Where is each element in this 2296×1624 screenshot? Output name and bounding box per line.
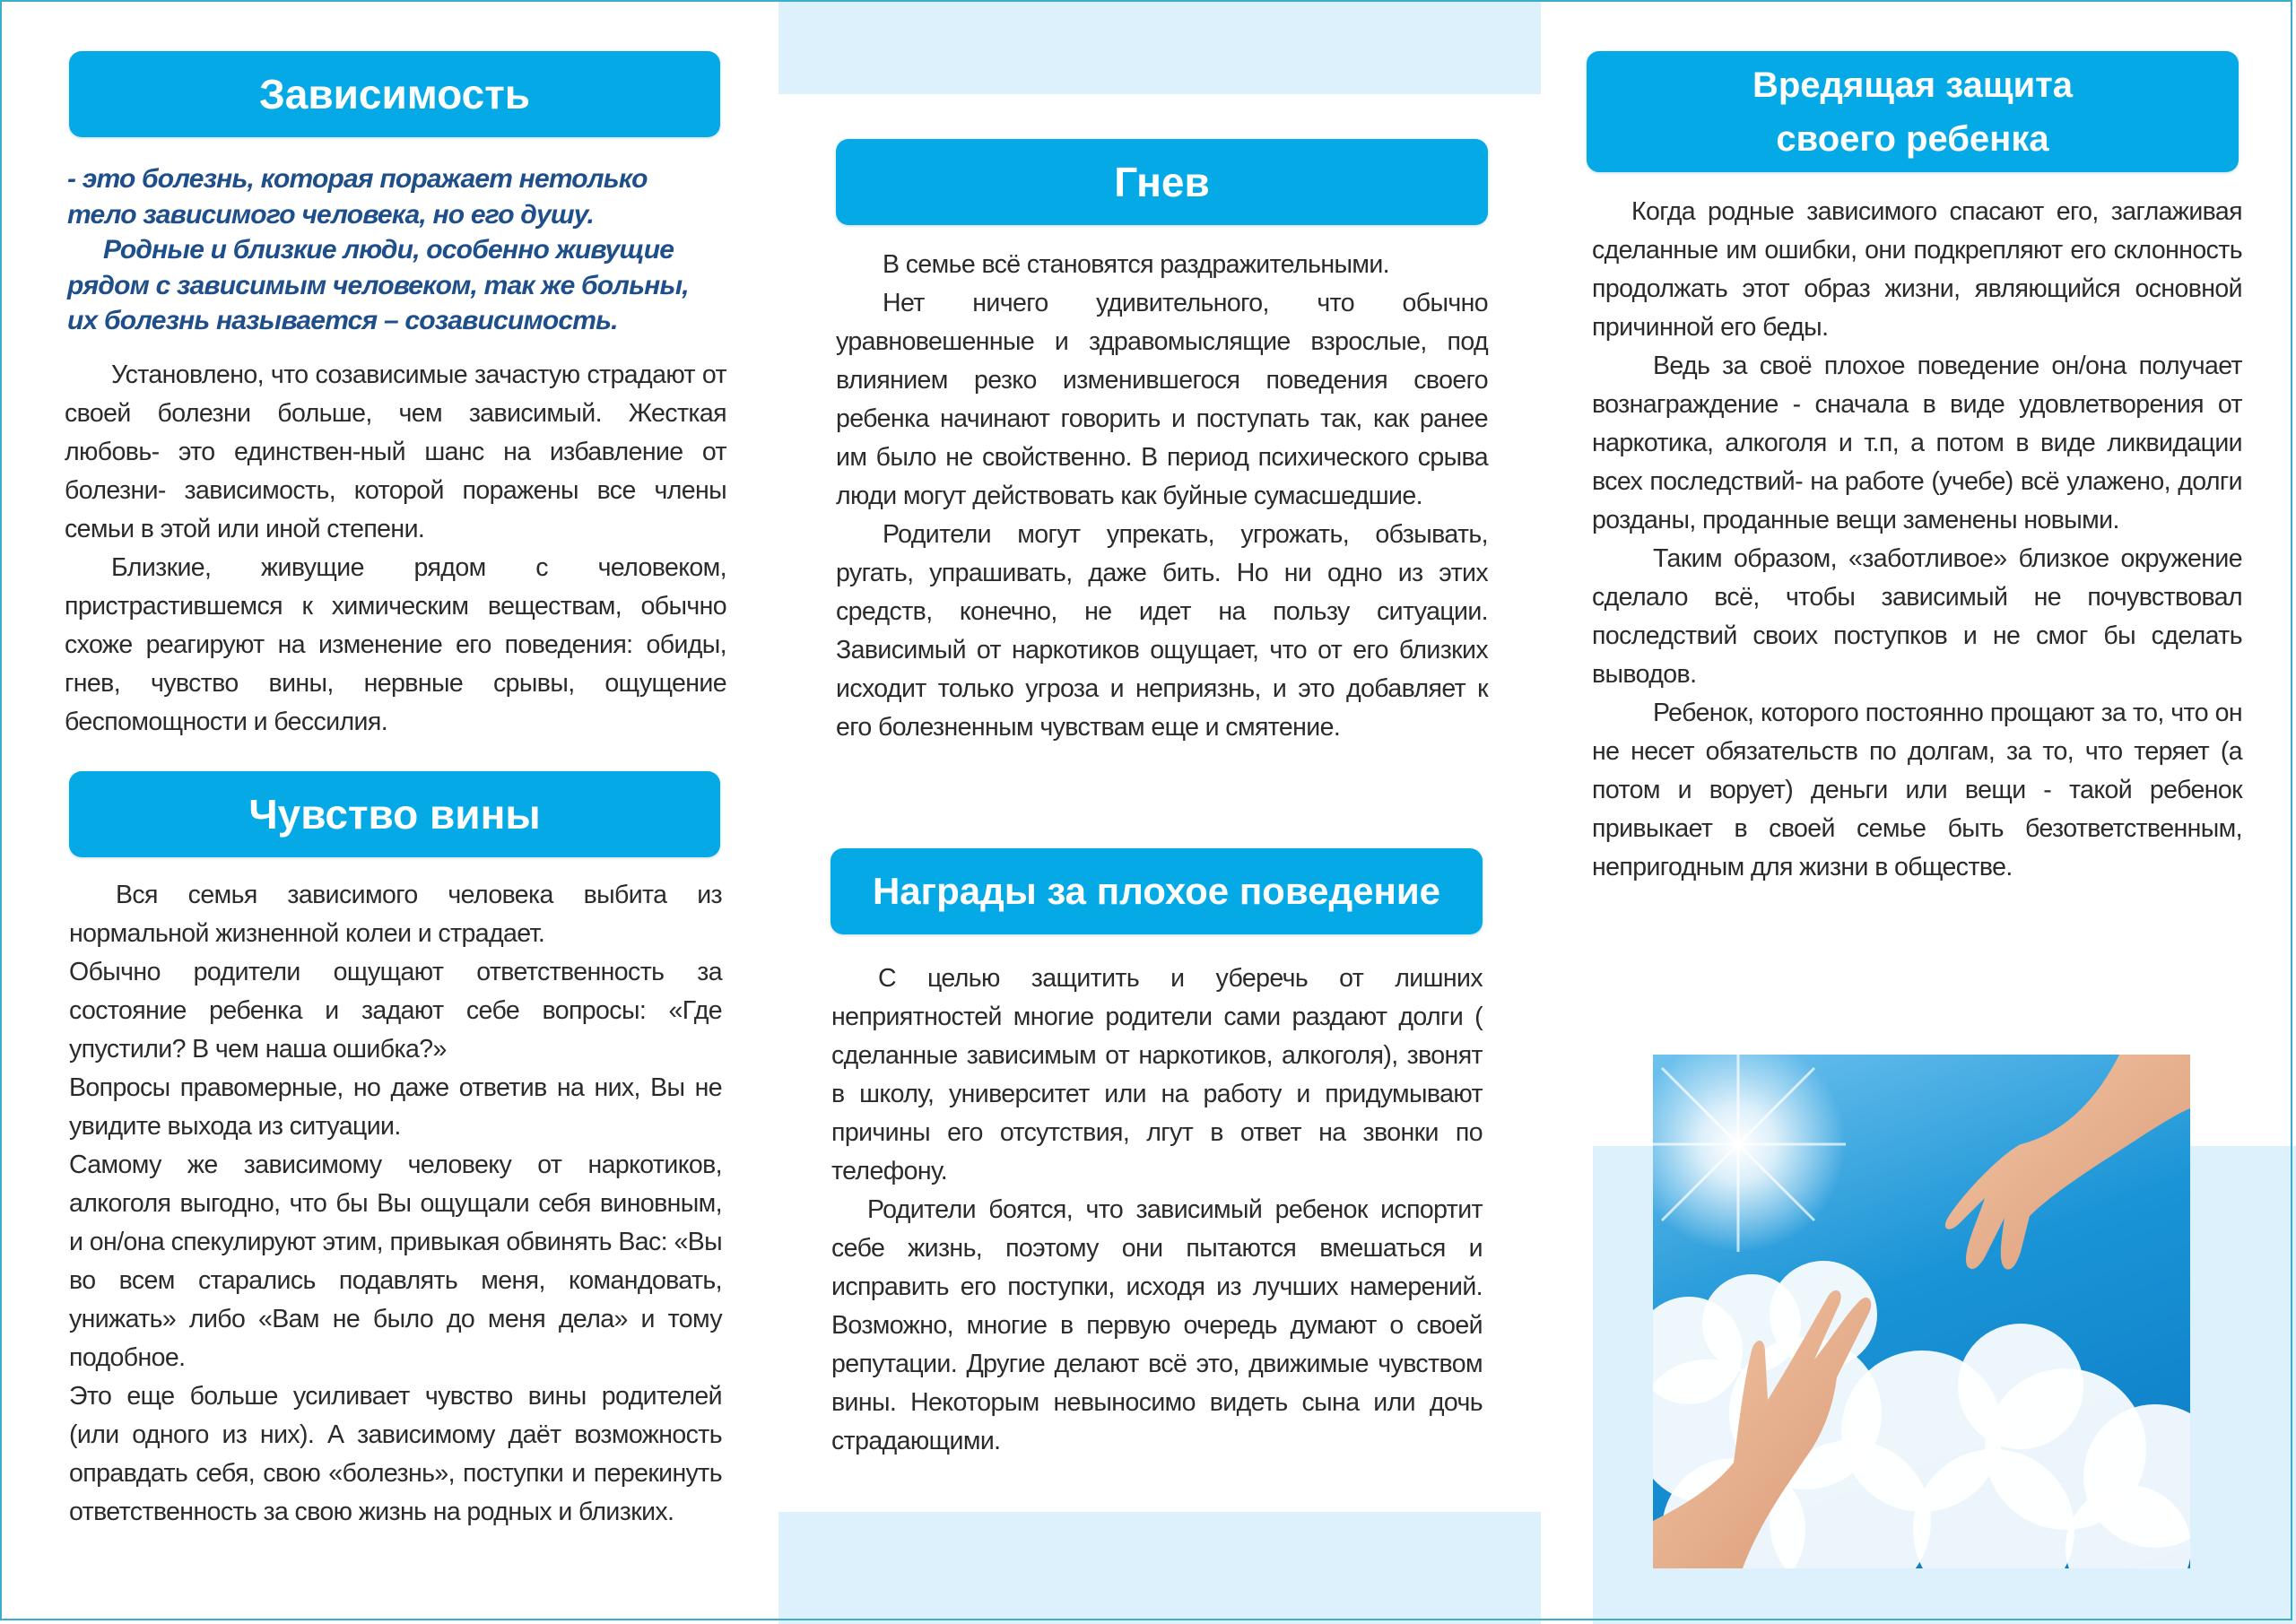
dependency-body <box>65 356 726 742</box>
top-middle-tint <box>778 0 1541 94</box>
upper-hand <box>1945 1055 2190 1270</box>
heading-anger-text: Гнев <box>1114 159 1210 205</box>
intro-line-2: Родные и близкие люди, особенно живущие рядом с зависимым человеком, так же больны, их болезнь называется – созависимость. <box>67 235 689 335</box>
heading-harmful-protection-line-2: своего ребенка <box>1776 118 2049 159</box>
harmful-paragraph-4: Ребенок, которого постоянно прощают за то, что он не несет обязательств по долгам, за то, что теряет (а потом и ворует) деньги или вещи - такой ребенок привыкает в своей семье быть безответственным, непригодным для жизни в обществе. <box>1592 699 2242 881</box>
hands-sky-photo <box>1653 1055 2190 1568</box>
heading-harmful-protection <box>1587 51 2239 172</box>
bottom-middle-tint <box>778 1512 1541 1624</box>
anger-body <box>836 246 1488 747</box>
heading-guilt-text: Чувство вины <box>248 791 541 838</box>
rewards-paragraph-1: С целью защитить и уберечь от лишних неприятностей многие родители сами раздают долги ( сделанные зависимым от наркотиков, алкоголя), звонят в школу, университет или на работу и придумывают причины его отсутствия, лгут в ответ на звонки по телефону. <box>831 964 1483 1185</box>
dependency-intro <box>67 161 722 339</box>
dependency-paragraph-1: Установлено, что созависимые зачастую страдают от своей болезни больше, чем зависимый. Жесткая любовь- это единствен-ный шанс на избавление от болезни- зависимость, которой поражены все члены семьи в этой или иной степени. <box>65 360 726 543</box>
heading-guilt <box>69 771 720 857</box>
anger-paragraph-1: В семье всё становятся раздражительными. <box>883 250 1389 279</box>
heading-dependency <box>69 51 720 137</box>
rewards-body <box>831 960 1483 1461</box>
guilt-paragraph-3: Вопросы правомерные, но даже ответив на них, Вы не увидите выхода из ситуации. <box>69 1073 722 1141</box>
heading-harmful-protection-line-1: Вредящая защита <box>1752 65 2073 105</box>
harmful-paragraph-3: Таким образом, «заботливое» близкое окружение сделало всё, чтобы зависимый не почувствовал последствий своих поступков и не смог бы сделать выводов. <box>1592 544 2242 689</box>
guilt-paragraph-4: Самому же зависимому человеку от наркотиков, алкоголя выгодно, что бы Вы ощущали себя виновным, и он/она спекулируют этим, привыкая обвинять Вас: «Вы во всем старались подавлять меня, командовать, унижать» либо «Вам не было до меня дела» и тому подобное. <box>69 1151 722 1372</box>
anger-paragraph-2: Нет ничего удивительного, что обычно уравновешенные и здравомыслящие взрослые, под влиянием резко изменившегося поведения своего ребенка начинают говорить и поступать так, как ранее им было не свойственно. В период психического срыва люди могут действовать как буйные сумасшедшие. <box>836 289 1488 510</box>
dependency-paragraph-2: Близкие, живущие рядом с человеком, пристрастившемся к химическим веществам, обычно схоже реагируют на изменение его поведения: обиды, гнев, чувство вины, нервные срывы, ощущение беспомощности и бессилия. <box>65 553 726 736</box>
heading-anger <box>836 139 1488 225</box>
intro-line-1: - это болезнь, которая поражает нетолько тело зависимого человека, но его душу. <box>67 164 648 230</box>
harmful-protection-body <box>1592 193 2242 887</box>
guilt-paragraph-1: Вся семья зависимого человека выбита из нормальной жизненной колеи и страдает. <box>69 881 722 948</box>
rewards-paragraph-2: Родители боятся, что зависимый ребенок испортит себе жизнь, поэтому они пытаются вмешаться и исправить его поступки, исходя из лучших намерений. Возможно, многие в первую очередь думают о своей репутации. Другие делают всё это, движимые чувством вины. Некоторым невыносимо видеть сына или дочь страдающими. <box>831 1195 1483 1455</box>
heading-rewards-text: Награды за плохое поведение <box>872 870 1441 912</box>
anger-paragraph-3: Родители могут упрекать, угрожать, обзывать, ругать, упрашивать, даже бить. Но ни одно из этих средств, конечно, не идет на пользу ситуации. Зависимый от наркотиков ощущает, что от его близких исходит только угроза и неприязнь, и это добавляет к его болезненным чувствам еще и смятение. <box>836 520 1488 742</box>
hands-sky-illustration <box>1653 1055 2190 1568</box>
harmful-paragraph-2: Ведь за своё плохое поведение он/она получает вознаграждение - сначала в виде удовлетворения от наркотика, алкоголя и т.п, а потом в виде ликвидации всех последствий- на работе (учебе) всё улажено, долги розданы, проданные вещи заменены новыми. <box>1592 352 2242 534</box>
guilt-paragraph-5: Это еще больше усиливает чувство вины родителей (или одного из них). А зависимому даёт возможность оправдать себя, свою «болезнь», поступки и перекинуть ответственность за свою жизнь на родных и близких. <box>69 1382 722 1526</box>
sun-icon <box>1653 1055 1846 1252</box>
guilt-body <box>69 876 722 1532</box>
heading-dependency-text: Зависимость <box>258 71 531 117</box>
harmful-paragraph-1: Когда родные зависимого спасают его, заглаживая сделанные им ошибки, они подкрепляют его склонность продолжать этот образ жизни, являющийся основной причинной его беды. <box>1592 197 2242 342</box>
heading-rewards <box>831 848 1483 934</box>
guilt-paragraph-2: Обычно родители ощущают ответственность за состояние ребенка и задают себе вопросы: «Где упустили? В чем наша ошибка?» <box>69 958 722 1064</box>
